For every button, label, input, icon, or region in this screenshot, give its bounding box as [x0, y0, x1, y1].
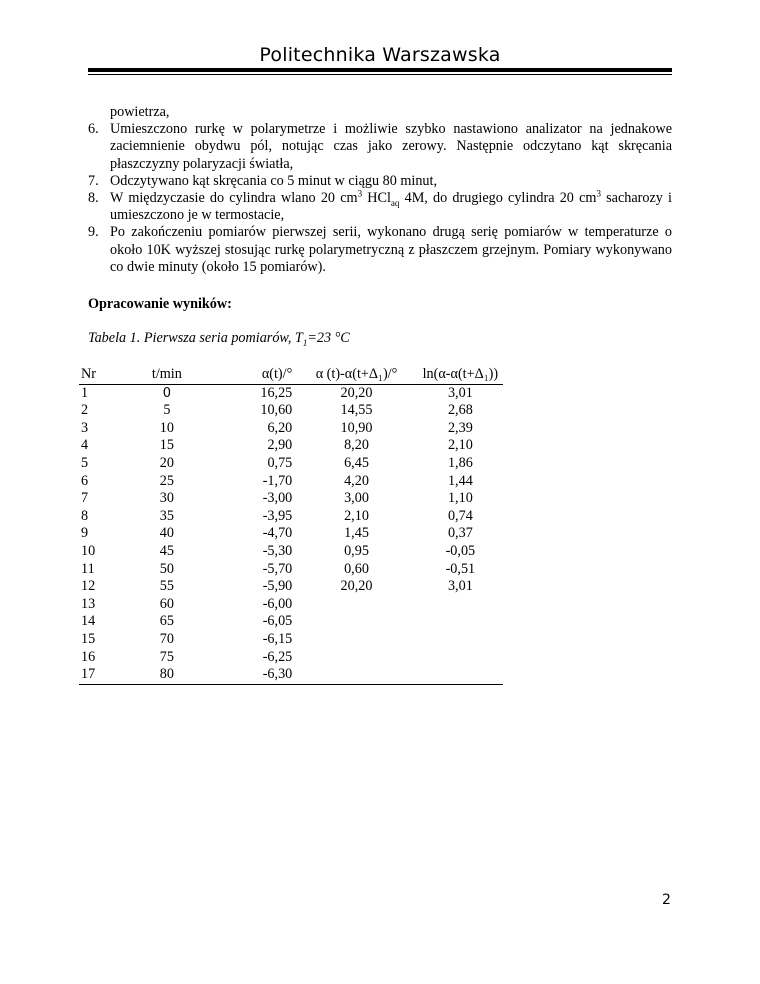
page-header-title: Politechnika Warszawska — [259, 44, 501, 66]
cell-time: 5 — [163, 402, 171, 419]
cell-ln — [418, 613, 503, 631]
cell-alpha: -5,70 — [262, 560, 293, 577]
cell-alpha-diff — [295, 613, 417, 631]
header-rule-thin — [88, 74, 672, 75]
cell-ln: 2,10 — [447, 437, 473, 454]
cell-alpha-diff: 1,45 — [344, 525, 369, 542]
cell-nr: 4 — [81, 437, 89, 454]
table-row — [79, 402, 503, 420]
cell-ln: 2,39 — [447, 419, 473, 436]
header-alpha: α(t)/° — [201, 366, 295, 384]
table-row — [79, 508, 503, 526]
cell-time: 0 — [162, 385, 171, 401]
table-row — [79, 613, 503, 631]
table-row — [79, 525, 503, 543]
cell-alpha-diff: 2,10 — [344, 507, 369, 524]
cell-alpha-diff — [295, 649, 417, 667]
list-item-text: Odczytywano kąt skręcania co 5 minut w ciągu 80 minut, — [110, 172, 438, 189]
list-item-text-b: HCl — [362, 190, 391, 207]
cell-time: 10 — [159, 419, 174, 436]
cell-alpha-diff: 14,55 — [340, 402, 373, 419]
superscript: 3 — [357, 188, 363, 199]
cell-alpha: 2,90 — [267, 437, 293, 454]
page-number: 2 — [662, 892, 671, 908]
header-alpha-diff: α (t)-α(t+Δ₁)/° — [295, 366, 417, 384]
table-header-row — [79, 366, 503, 384]
cell-nr: 15 — [81, 630, 96, 647]
cell-ln: 3,01 — [447, 578, 473, 595]
cell-nr: 9 — [81, 525, 89, 542]
cell-time: 50 — [159, 560, 174, 577]
cell-ln — [418, 649, 503, 667]
caption-text: Tabela 1. Pierwsza seria pomiarów, T — [88, 330, 303, 346]
cell-alpha: -6,05 — [262, 613, 293, 630]
cell-nr: 10 — [81, 542, 96, 559]
cell-time: 70 — [159, 630, 174, 647]
cell-nr: 14 — [81, 613, 96, 630]
cell-alpha: -6,15 — [262, 630, 293, 647]
cell-time: 75 — [159, 648, 174, 665]
table-row — [79, 543, 503, 561]
cell-alpha-diff: 8,20 — [344, 437, 369, 454]
cell-time: 65 — [159, 613, 174, 630]
cell-nr: 5 — [81, 454, 89, 471]
cell-alpha-diff: 6,45 — [344, 454, 369, 471]
table-row — [79, 490, 503, 508]
cell-alpha: 0,75 — [267, 454, 293, 471]
cell-ln — [418, 596, 503, 614]
cell-ln: 1,86 — [447, 454, 473, 471]
cell-alpha: -5,30 — [262, 542, 293, 559]
cell-nr: 13 — [81, 595, 96, 612]
cell-time: 60 — [159, 595, 174, 612]
cell-alpha: -1,70 — [262, 472, 293, 489]
cell-alpha-diff: 20,20 — [340, 578, 373, 595]
cell-nr: 12 — [81, 578, 96, 595]
cell-nr: 7 — [81, 490, 89, 507]
cell-nr: 11 — [81, 560, 95, 577]
section-heading: Opracowanie wyników: — [88, 296, 232, 312]
list-item-8 — [88, 190, 672, 224]
cell-alpha-diff — [295, 596, 417, 614]
cell-ln: -0,51 — [445, 560, 476, 577]
cell-nr: 6 — [81, 472, 89, 489]
header-rule-thick — [88, 68, 672, 72]
cell-alpha: 16,25 — [260, 384, 293, 401]
cell-nr: 16 — [81, 648, 96, 665]
cell-alpha-diff: 0,60 — [344, 560, 369, 577]
table-row — [79, 631, 503, 649]
table-row — [79, 561, 503, 579]
table-row — [79, 649, 503, 667]
list-item-7 — [88, 173, 672, 190]
cell-nr: 2 — [81, 402, 89, 419]
table-row — [79, 596, 503, 614]
cell-time: 20 — [159, 454, 174, 471]
cell-alpha-diff: 4,20 — [344, 472, 369, 489]
caption-tail: =23 °C — [307, 330, 350, 346]
table-caption — [88, 330, 350, 347]
cell-ln — [418, 631, 503, 649]
cell-alpha-diff: 10,90 — [340, 419, 373, 436]
cell-nr: 3 — [81, 419, 89, 436]
header-nr: Nr — [79, 366, 132, 384]
cell-nr: 17 — [79, 666, 132, 684]
cell-alpha-diff — [295, 631, 417, 649]
list-item-9 — [88, 224, 672, 276]
table-row — [79, 473, 503, 491]
list-continuation: powietrza, — [110, 104, 170, 120]
subscript: aq — [390, 197, 400, 208]
table-row — [79, 578, 503, 596]
cell-time: 30 — [159, 490, 174, 507]
cell-ln: -0,05 — [445, 542, 476, 559]
cell-alpha: -4,70 — [262, 525, 293, 542]
cell-ln: 2,68 — [447, 402, 473, 419]
table-row — [79, 384, 503, 402]
cell-alpha: -6,25 — [262, 648, 293, 665]
cell-ln — [418, 666, 503, 684]
cell-ln: 3,01 — [447, 384, 473, 401]
list-item-number: 7. — [88, 172, 99, 189]
cell-time: 45 — [159, 542, 174, 559]
list-item-6 — [88, 121, 672, 173]
cell-time: 35 — [159, 507, 174, 524]
cell-alpha: -3,95 — [262, 507, 293, 524]
procedure-list — [88, 104, 672, 276]
cell-nr: 8 — [81, 507, 89, 524]
header-ln: ln(α-α(t+Δ₁)) — [418, 366, 503, 384]
cell-alpha-diff: 3,00 — [344, 490, 369, 507]
cell-ln: 0,37 — [447, 525, 473, 542]
cell-alpha-diff: 0,95 — [344, 542, 369, 559]
superscript: 3 — [596, 188, 601, 199]
cell-ln: 1,44 — [447, 472, 473, 489]
cell-alpha: -3,00 — [262, 490, 293, 507]
cell-time: 80 — [132, 666, 201, 684]
cell-alpha: -6,30 — [201, 666, 295, 684]
list-item-text: Po zakończeniu pomiarów pierwszej serii, wykonano drugą serię pomiarów w temperaturze o około 10K wyższej stosując rurkę polarymetryczną z płaszczem grzejnym. Pomiary wykonywano co dwie minuty (około 15 pomiarów). — [110, 224, 672, 275]
cell-ln: 1,10 — [447, 490, 473, 507]
table-row — [79, 420, 503, 438]
cell-time: 15 — [159, 437, 174, 454]
list-item-text-c: 4M, do drugiego cylindra 20 cm — [399, 190, 597, 207]
list-item-text-a: W międzyczasie do cylindra wlano 20 cm — [110, 190, 358, 207]
cell-ln: 0,74 — [447, 507, 473, 524]
list-item-text-d: sacharozy i umieszczono je w termostacie, — [110, 190, 672, 224]
cell-alpha-diff: 20,20 — [340, 384, 373, 401]
cell-alpha: -6,00 — [262, 595, 293, 612]
cell-time: 55 — [159, 578, 174, 595]
header-time: t/min — [132, 366, 201, 384]
cell-alpha: 6,20 — [267, 419, 293, 436]
table-row — [79, 666, 503, 684]
table-row — [79, 437, 503, 455]
list-item-number: 6. — [88, 121, 99, 138]
measurements-table — [79, 366, 503, 685]
cell-alpha-diff — [295, 666, 417, 684]
list-item-number: 9. — [88, 224, 99, 241]
cell-time: 40 — [159, 525, 174, 542]
cell-alpha: -5,90 — [262, 578, 293, 595]
list-item-text: Umieszczono rurkę w polarymetrze i możliwie szybko nastawiono analizator na jednakowe zaciemnienie obydwu pól, notując czas jako zerowy. Następnie odczytano kąt skręcania płaszczyzny polaryzacji światła, — [110, 121, 672, 172]
cell-nr: 1 — [81, 384, 89, 401]
cell-alpha: 10,60 — [260, 402, 293, 419]
caption-subscript: 1 — [302, 337, 308, 348]
table-row — [79, 455, 503, 473]
cell-time: 25 — [159, 472, 174, 489]
list-item-number: 8. — [88, 190, 99, 207]
